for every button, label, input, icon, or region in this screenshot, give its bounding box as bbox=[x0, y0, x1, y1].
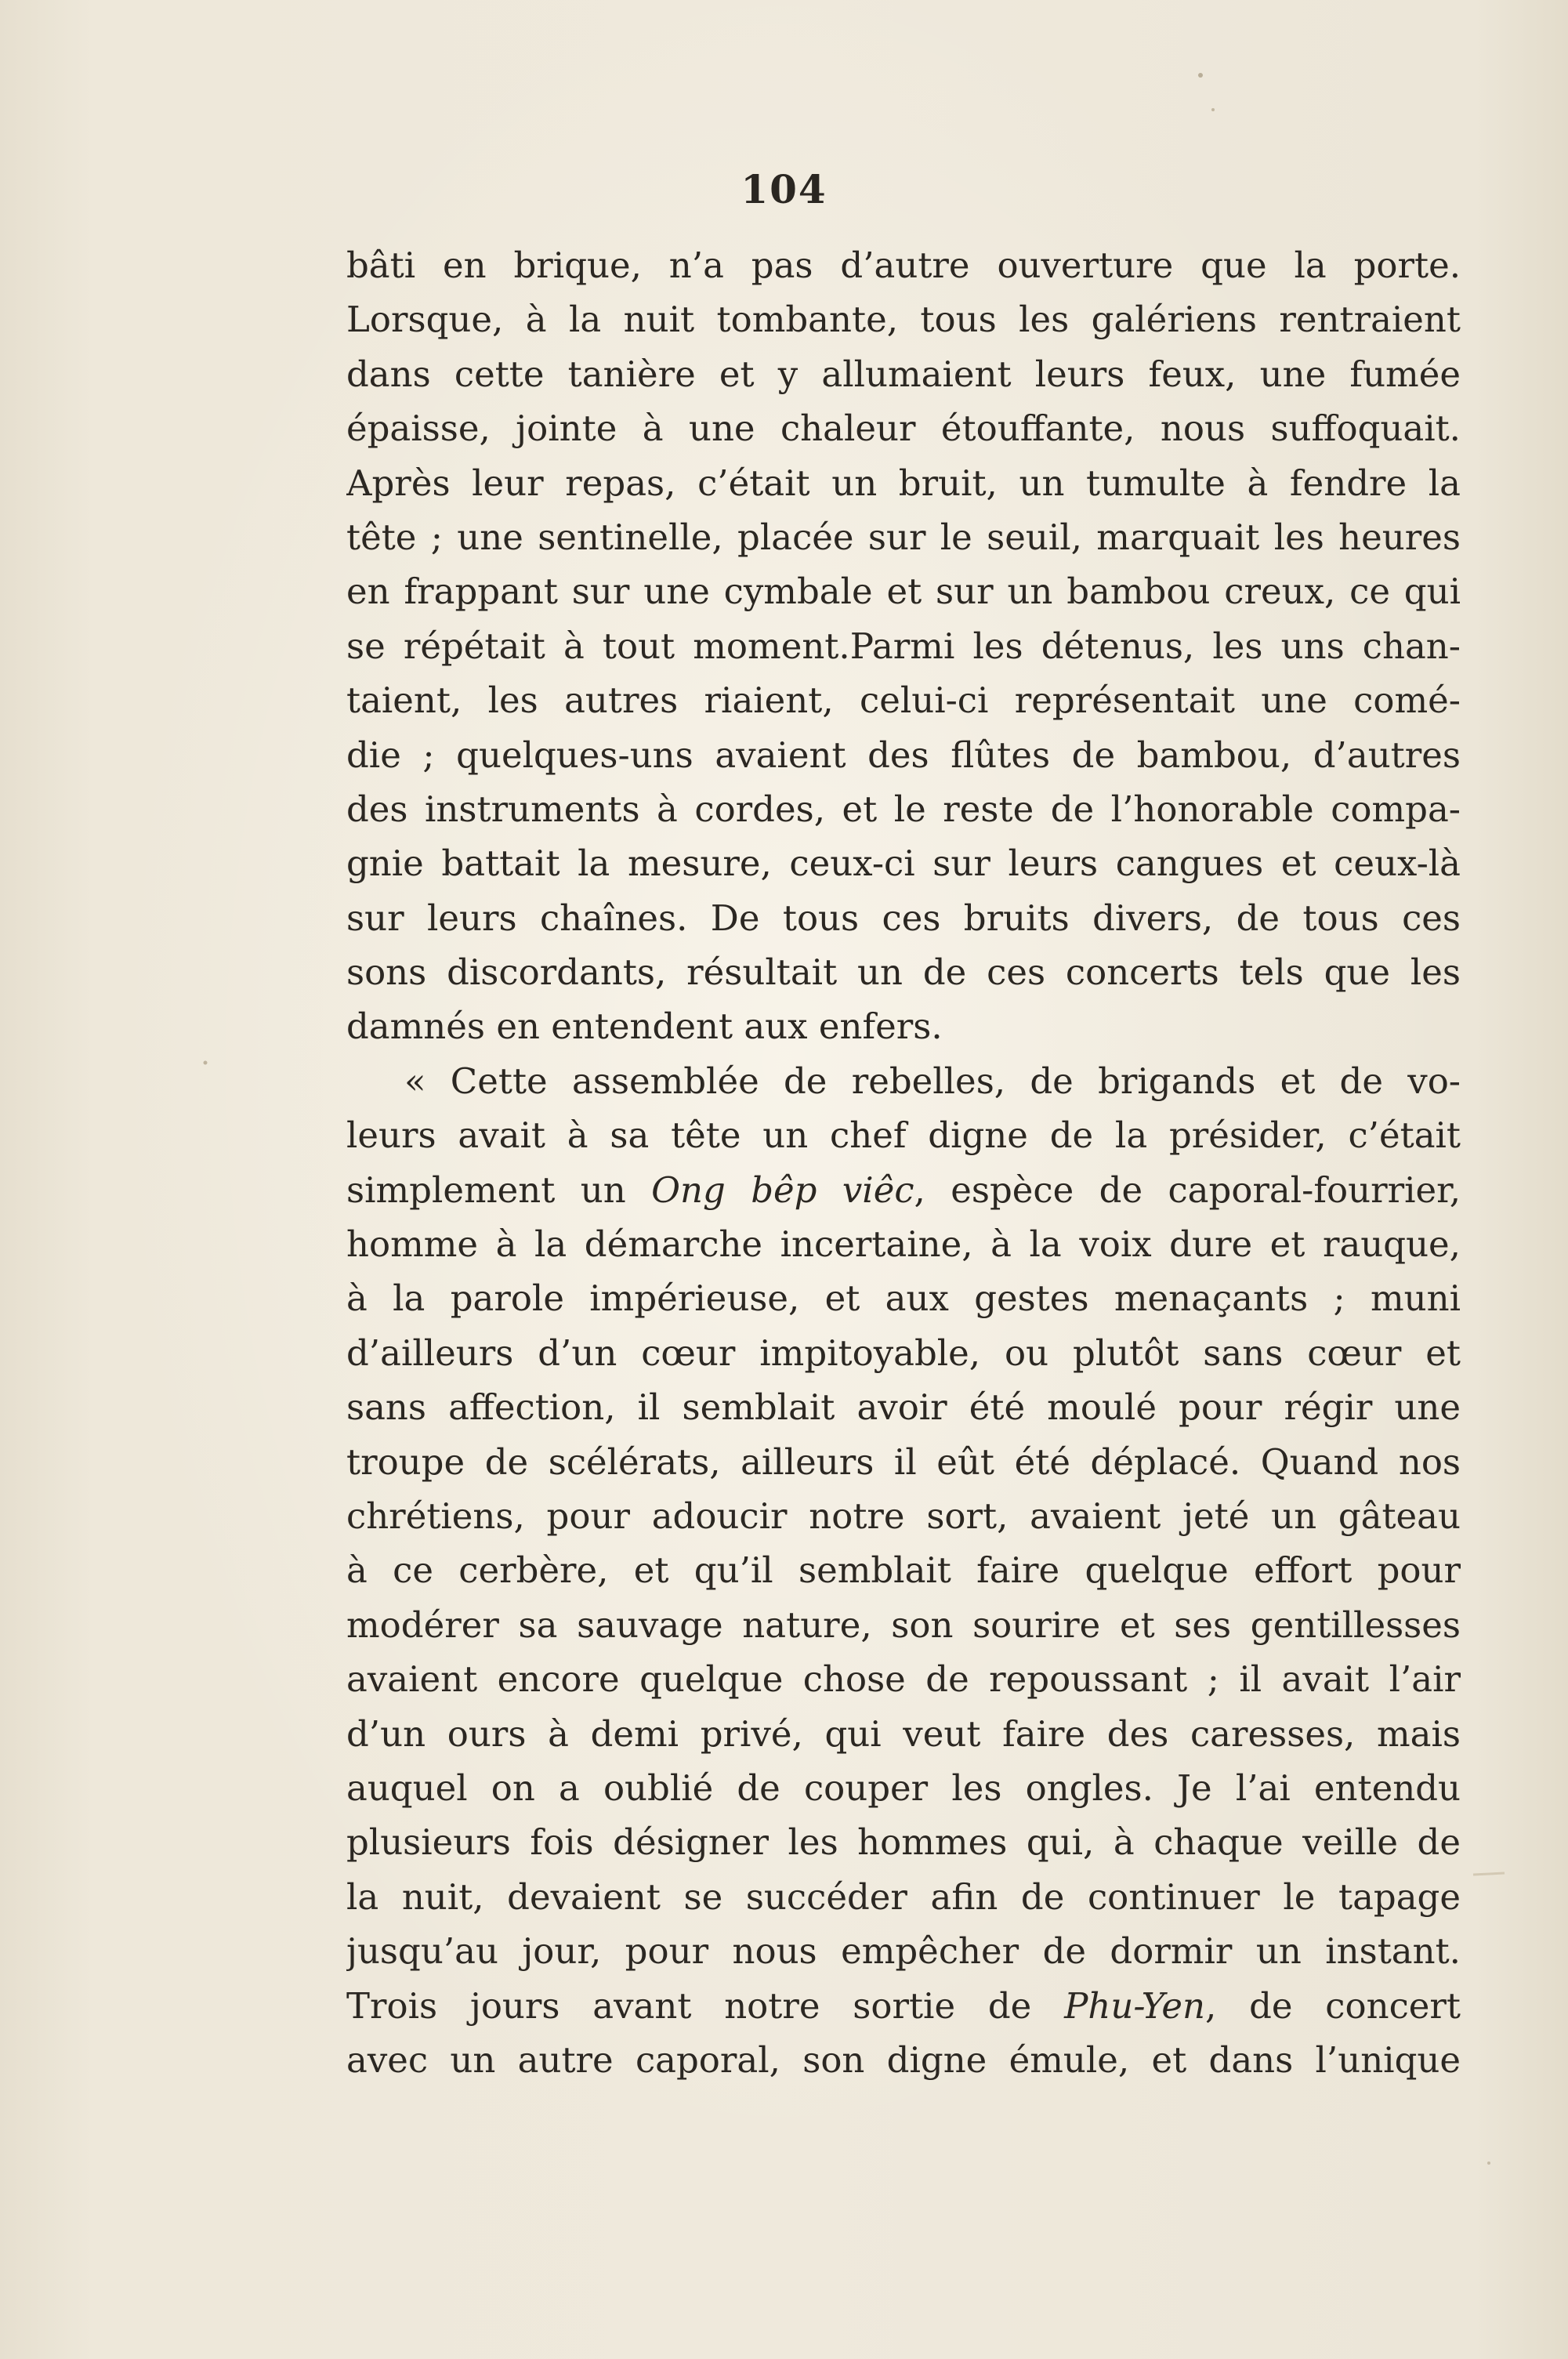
text-line: gnie battait la mesure, ceux-ci sur leurs cangues et ceux-là bbox=[346, 842, 1461, 885]
text-line: modérer sa sauvage nature, son sourire et ses gentillesses bbox=[346, 1603, 1461, 1646]
text-line: sans affection, il semblait avoir été moulé pour régir une bbox=[346, 1386, 1461, 1429]
italic-place-name: Phu-Yen bbox=[1064, 1984, 1205, 2027]
text-line: la nuit, devaient se succéder afin de continuer le tapage bbox=[346, 1875, 1461, 1918]
text-line: die ; quelques-uns avaient des flûtes de bambou, d’autres bbox=[346, 734, 1461, 776]
paper-speck bbox=[1487, 2162, 1490, 2165]
paper-speck bbox=[204, 1061, 208, 1065]
text-line bbox=[346, 1979, 1461, 2033]
text-line: dans cette tanière et y allumaient leurs feux, une fumée bbox=[346, 353, 1461, 395]
text-line: avaient encore quelque chose de repoussant ; il avait l’air bbox=[346, 1658, 1461, 1701]
text-line: des instruments à cordes, et le reste de l’honorable compa- bbox=[346, 788, 1461, 830]
text-line: auquel on a oublié de couper les ongles. Je l’ai entendu bbox=[346, 1767, 1461, 1809]
text-line: leurs avait à sa tête un chef digne de la présider, c’était bbox=[346, 1114, 1461, 1157]
page-number: 104 bbox=[741, 166, 827, 212]
text-line: avec un autre caporal, son digne émule, et dans l’unique bbox=[346, 2038, 1461, 2081]
text-line: Après leur repas, c’était un bruit, un tumulte à fendre la bbox=[346, 462, 1461, 504]
paper-speck bbox=[1211, 108, 1215, 111]
text-line: homme à la démarche incertaine, à la voix dure et rauque, bbox=[346, 1223, 1461, 1266]
text-segment: simplement un bbox=[346, 1169, 626, 1211]
body-text bbox=[346, 238, 1461, 2087]
text-line: à la parole impérieuse, et aux gestes menaçants ; muni bbox=[346, 1277, 1461, 1320]
text-line: taient, les autres riaient, celui-ci représentait une comé- bbox=[346, 679, 1461, 722]
text-line: tête ; une sentinelle, placée sur le seuil, marquait les heures bbox=[346, 516, 1461, 558]
text-line: plusieurs fois désigner les hommes qui, à chaque veille de bbox=[346, 1821, 1461, 1864]
text-line bbox=[346, 1163, 1461, 1217]
text-segment: , espèce de caporal-fourrier, bbox=[914, 1169, 1461, 1211]
text-line: sur leurs chaînes. De tous ces bruits divers, de tous ces bbox=[346, 897, 1461, 939]
italic-term: Ong bêp viêc bbox=[651, 1169, 914, 1211]
paper-speck bbox=[1198, 73, 1203, 78]
text-line: d’ailleurs d’un cœur impitoyable, ou plutôt sans cœur et bbox=[346, 1332, 1461, 1374]
text-line: se répétait à tout moment.Parmi les détenus, les uns chan- bbox=[346, 625, 1461, 667]
text-line: sons discordants, résultait un de ces concerts tels que les bbox=[346, 951, 1461, 994]
paper-mark bbox=[1473, 1873, 1505, 1875]
text-line: d’un ours à demi privé, qui veut faire des caresses, mais bbox=[346, 1712, 1461, 1755]
text-line: jusqu’au jour, pour nous empêcher de dormir un instant. bbox=[346, 1930, 1461, 1973]
text-line: épaisse, jointe à une chaleur étouffante, nous suffoquait. bbox=[346, 408, 1461, 450]
text-line: Lorsque, à la nuit tombante, tous les galériens rentraient bbox=[346, 299, 1461, 341]
text-line: à ce cerbère, et qu’il semblait faire quelque effort pour bbox=[346, 1549, 1461, 1592]
text-segment: Trois jours avant notre sortie de bbox=[346, 1984, 1032, 2027]
text-line: bâti en brique, n’a pas d’autre ouverture que la porte. bbox=[346, 245, 1461, 286]
text-segment: , de concert bbox=[1205, 1984, 1461, 2027]
text-line: damnés en entendent aux enfers. bbox=[346, 1006, 943, 1048]
text-line: chrétiens, pour adoucir notre sort, avaient jeté un gâteau bbox=[346, 1495, 1461, 1537]
paragraph-start-line: « Cette assemblée de rebelles, de brigands et de vo- bbox=[404, 1060, 1461, 1102]
text-line: en frappant sur une cymbale et sur un bambou creux, ce qui bbox=[346, 571, 1461, 613]
text-line: troupe de scélérats, ailleurs il eût été déplacé. Quand nos bbox=[346, 1440, 1461, 1483]
